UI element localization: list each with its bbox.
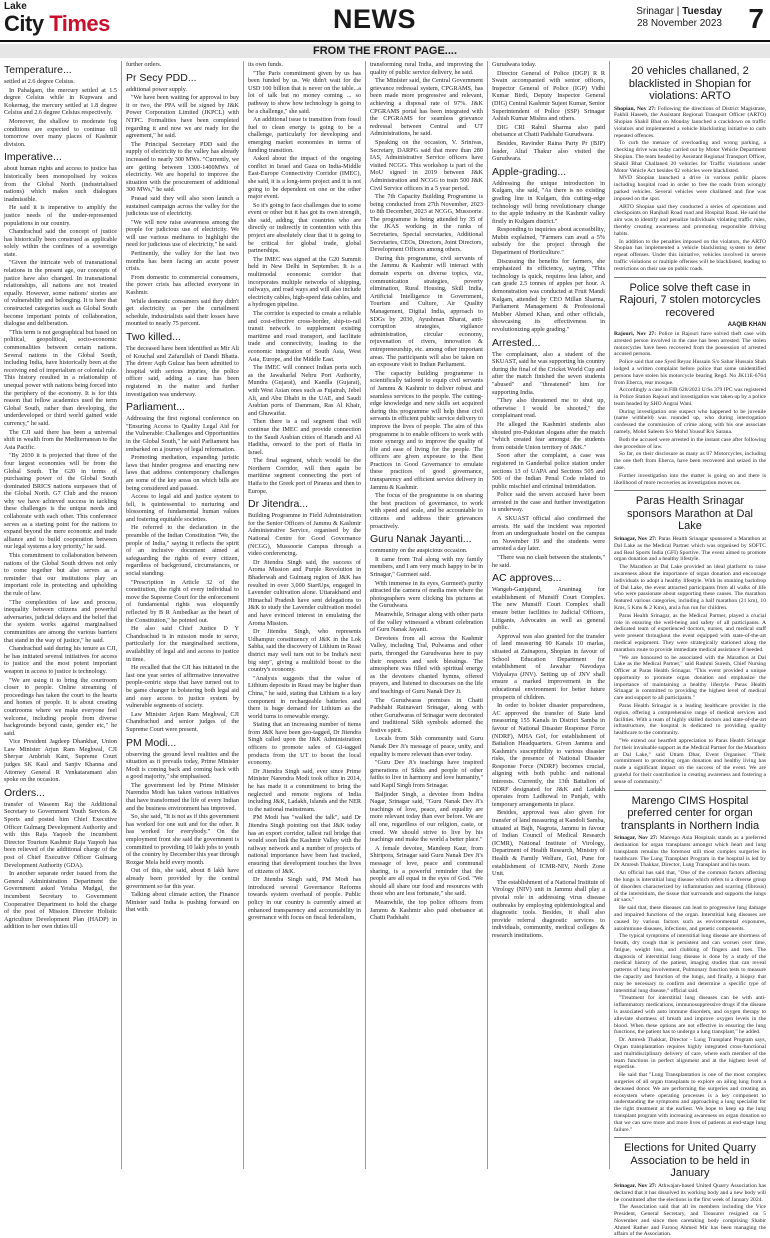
paragraph: Law Minister Arjun Ram Meghwal, CJI Chandrachud and senior judges of the Supreme Court were present. [126, 710, 239, 733]
paragraph: Asked about the impact of the ongoing conflict in Israel and Gaza on India-Middle East-Europe Connectivity Corridor (IMEC), she said, it is a long-term project and it is not going to be dependent on one or the other major event. [248, 155, 361, 201]
paragraph: He referred to the declaration in the preamble of the Indian Constitution "We, the people of India," saying it reflects the spirit of an inclusive document aimed at safeguarding the rights of every citizen, regardless of background, circumstances, or social standing. [126, 524, 239, 578]
paragraph: The IMEC was signed at the G20 Summit held in New Delhi in September. It is a multimodal economic corridor that incorporates multiple networks of shipping, railways, and road ways and will also include electricity cables, high-speed data cables, and a hydrogen pipeline. [248, 255, 361, 309]
dateline-date: 28 November 2023 [636, 18, 722, 29]
headline-apple-grading: Apple-grading... [492, 165, 567, 178]
paragraph: "We will now raise awareness among the people for judicious use of electricity. We will use various mediums to highlight the need for judicious use of electricity," he said. [126, 218, 239, 249]
section-title: NEWS [333, 4, 416, 34]
brand-city: City [4, 11, 44, 36]
paragraph: So, she said, "It is not as if this government has worked for one suit and for the other. It has worked for everybody." On the employment front she said the government is committed to providing 10 lakh jobs to youth of the country by December this year through Rozgar Mela held every month. [126, 813, 239, 866]
paragraph: transforming rural India, and improving the quality of public service delivery, he said. [370, 61, 483, 76]
paragraph: its own funds. [248, 61, 283, 68]
headline-marengo-cims: Marengo CIMS Hospital preferred center for organ transplants in Northern India [620, 794, 760, 832]
column-1 [4, 61, 117, 1169]
paragraph: An official has said that, "One of the common factors affecting the lungs is interstitial lung disease which refers to a diverse group of disorders characterized by inflammation and scarring (fibrosis) of the interstitium, the tissue that surrounds and supports the lungs air sacs." [614, 870, 766, 904]
paragraph: The Minister said, the Central Government grievance redressal system, CPGRAMS, has been made more progressive and relevant, achieving a disposal rate of 97%. J&K CPGRAMS portal has been integrated with the CPGRAMS for seamless grievance redressal between Central and UT Administrations, he said. [370, 77, 483, 138]
paragraph: Responding to inquiries about accessibility, Mubin explained, "Farmers can avail a 5% subsidy for the project through the Department of Horticulture." [492, 226, 605, 257]
paragraph: The Association said that all its members including the Vice President, General Secretary, and Treasurer resigned on 5 November and since then caretaking body comprising Shabir Ahmed Rather and Farooq Ahmed Mir has been managing the affairs of the Association. [614, 1204, 766, 1238]
paragraph: Dr Jitendra Singh said, ever since Prime Minister Narendra Modi took office in 2014, he has made it a commitment to bring the neglected and remote regions of India including J&K, Ladakh, Islands and the NER to the national mainstream. [248, 767, 361, 813]
paragraph: Dr Jitendra Singh, who represents Udhampur constituency of J&K in the Lok Sabha, said the discovery of Lithium in Reasi district may well turn out to be India's next big step", giving a multifold boost to the country's economy. [248, 628, 361, 674]
paragraph: about human rights and access to justice has historically been monopolised by voices from the Global North (industrialised nations) which makes such dialogues inadmissible. [4, 165, 117, 203]
paragraph: With immense in its eyes, Gurmeet's purity attracted the camera of media men where the photographers were clicking his pictures at the Gurudwara. [370, 579, 483, 610]
paragraph: Discussing the benefits for farmers, she emphasized its efficiency, saying, "This technology is quick, requires less labor, and can grade 2.5 tonnes of apples per hour. A demonstration was conducted at Fruit Mandi Kulgam, attended by CEO Millan Sharma, Parliament Management & Professional Mubber Ahmed Khan, and other officials, showcasing its effectiveness in revolutionizing apple grading." [492, 257, 605, 333]
paragraph: "We extend our heartfelt appreciation to Paras Health Srinagar for their invaluable support as the Medical Partner for the Marathon at Dal Lake," said Uttam Dhar, Event Organiser. "Their commitment to promoting organ donation and healthy living has made a significant impact on the success of the event. We are grateful for their contribution in creating awareness and fostering a sense of community." [614, 738, 766, 785]
paragraph: Paras Health Srinagar, as the Medical Partner, played a crucial role in ensuring the well-being and safety of all participants. A dedicated team of experienced doctors, nurses, and medical staff were present throughout the event equipped with state-of-the-art medical equipment. They were strategically stationed along the marathon route to provide immediate medical assistance if needed. [614, 612, 766, 653]
story-divider [614, 277, 766, 278]
paragraph: So far, on their disclosure as many as 07 Motorcycles, including the one theft from Eberca, have been recovered and seized in the case. [614, 451, 766, 472]
paragraph: Talking about climate action, the Finance Minister said India is pushing forward on that with [126, 891, 239, 914]
paragraph: "We are honoured to be associated with the Marathon at Dal Lake as the Medical Partner," said Rashmi Suresh, Chief Nursing Officer at Paras Health Srinagar. "This event provided a unique opportunity to promote organ donation and emphasize the importance of maintaining a healthy lifestyle. Paras Health Srinagar is committed to providing the highest level of medical care and support to all participants." [614, 654, 766, 702]
headline-quarry-elections: Elections for United Quarry Association to be held in January [623, 1142, 757, 1180]
paragraph: Further investigation into the matter is going on and there is likelihood of more recoveries as investigation moves on. [614, 472, 766, 486]
paragraph: Pertinently, the valley for the last two months has been facing an acute power crisis. [126, 250, 239, 273]
headline-paras-marathon: Paras Health Srinagar sponsors Marathon at Dal Lake [627, 495, 753, 533]
paragraph: Promoting mediation, expanding juristic laws that hinder progress and enacting new laws that address contemporary challenges are some of the key areas on which bills are being considered and passed. [126, 454, 239, 492]
paragraph: Meanwhile, Srinagar along with other parts of the valley witnessed a vibrant celebration of Guru Nanak Jayanti. [370, 610, 483, 634]
paragraph: Meanwhile, the top police officers from Jammu & Kashmir also paid obeisance at Chatti Padshahi [370, 898, 483, 922]
paragraph: He said that, these diseases can lead to progressive lung damage and impaired functions of the organ. Interstitial lung diseases are caused by various factors such as environmental exposures, autoimmune diseases, infections, and genetic components. [614, 905, 766, 932]
paragraph: "Analysis suggests that the value of Lithium deposits in Reasi may be higher than China," he said, stating that Lithium is a key component in rechargeable batteries and there is huge demand for Lithium as the world turns to renewable energy. [248, 674, 361, 720]
paragraph: settled at 2.6 degree Celsius. [4, 78, 75, 85]
paragraph: The Gurudwaras premises in Chatti Padshahi Rainawari Srinagar, along with other Gurudwaras of Srinagar were decorated and traditional Sikh symbols adorned the festive spirit. [370, 696, 483, 734]
paragraph: The Principal Secretary PDD said the supply of electricity to the valley has already increased to nearly 300 MWs. "Currently, we are getting between 1300-1400MWs of electricity. We are hopeful to improve the situation with the procurement of additional 300 MWs," he said. [126, 140, 239, 194]
paragraph: "Given the intricate web of transnational relations in the present age, our concepts of justice have also changed. In transnational relationships, all nations are not treated equally. However, some nations' stories are of vulnerability and belonging. It is here that constructed categories such as Global South become important points of collaboration, dialogue and deliberation. [4, 259, 117, 328]
paragraph-text: Paras Health Srinagar sponsored a Marathon at Dal Lake as the Medical Partner which was organised by SOFTC and Real Sports India (GFI) Sportive. The event aimed to promote organ donation and a healthy lifestyle. [614, 535, 766, 563]
headline-pm-modi: PM Modi... [126, 736, 177, 749]
paragraph: An additional issue is transition from fossil fuel to clean energy is going to be a challenge, particularly for developing and emerging market economies in terms of funding transition. [248, 116, 361, 154]
paragraph: He also said Chief Justice D Y Chandrachud is in mission mode to serve, particularly for the marginalised sections, availability of legal aid and access to justice in time. [126, 625, 239, 663]
story-divider [614, 790, 766, 791]
brand-logo [4, 2, 144, 36]
column-2 [126, 61, 239, 1169]
paragraph: The focus of the programme is on sharing the best practices of governance, to work with speed and scale, and be accountable to citizens and address their grievances proactively. [370, 492, 483, 530]
paragraph [614, 536, 766, 563]
paragraph: Chandrachud said the concept of justice has historically been construed as applicable solely within the confines of a sovereign state. [4, 228, 117, 258]
paragraph [614, 835, 766, 869]
paragraph: further orders. [126, 61, 162, 68]
paragraph-text: Marengo Asia Hospitals stands as a preferred destination for organ transplants amongst which heart and lung transplants remains the foremost still most complex surgeries in healthcare. The Lung Transplant Program in the hospital is led by Dr Amresh Thakkar, Director, Lung Transplant and his team. [614, 835, 767, 869]
page-number: 7 [748, 3, 764, 34]
paragraph: During investigation one suspect who happened to be juvenile (name withheld) was rounded up, who during interrogation confessed the commission of crime along with his one associate namely, Mohd Saleem S/o Mohd Yousuf R/o Sarana. [614, 408, 766, 436]
paragraph: In order to bolster disaster preparedness, AC approved the transfer of State land measuring 155 Kanals in District Samba in favour of National Disaster Response Force (NDRF), MHA GoI, for establishment of Battalion Headquarters. Given Jammu and Kashmir's susceptibility to various disaster risks, the presence of National Disaster Response Force (NDRF) becomes crucial, aligning with both public and national interests. Currently, the 13th Battalion of NDRF designated for J&K and Ladakh operates from Ladhowal in Punjab, with temporary arrangements in place. [492, 702, 605, 808]
headline-dr-jitendra: Dr Jitendra... [248, 498, 309, 511]
paragraph: Locals from Sikh community said Guru Nanak Dev Ji's message of peace, unity, and equality is more relevant than ever today. [370, 735, 483, 758]
brand-lake: Lake [4, 1, 27, 12]
paragraph: Soon after the complaint, a case was registered in Ganderbal police station under sections 13 of UAPA and Sections 505 and 506 of the Indian Penal Code related to public mischief and criminal intimidation. [492, 452, 605, 490]
paragraph: He said that "Lung Transplantation is one of the most complex surgeries of all organ transplants to explore on ailing lung from a deceased donor. We are performing the surgeries and creating an ecosystem where operating processes is a key component to understanding the symptoms and approaching a lung specialist for the right treatment at the earliest. We hope to keep up the lung transplant program with increasing awareness on organ donation so that we can save more and more lives of patients at end-stage lung failure." [614, 1072, 766, 1133]
paragraph: While domestic consumers said they didn't get electricity as per the curtailment schedule, industrialists said their losses have mounted to nearly 75 percent. [126, 297, 239, 328]
paragraph: Prasad said they will also soon launch a sustained campaign across the valley for the judicious use of electricity. [126, 194, 239, 218]
paragraph: In Pahalgam, the mercury settled at 1.5 degree Celsius while in Kupwara and Kokernag, the mercury settled at 1.8 degree Celsius and 2.6 degree Celsius respectively. [4, 86, 117, 117]
dateline-city: Srinagar | [636, 6, 683, 17]
masthead-rule [0, 40, 770, 42]
paragraph: Moreover, the shallow to moderate fog conditions are expected to continue till tomorrow over many places of Kashmir division. [4, 117, 117, 148]
dateline [636, 6, 722, 30]
paragraph: He said it is imperative to amplify the justice needs of the under-represented populations in our country. [4, 204, 117, 227]
paragraph: Besides, Ravinder Raina Party Pr (BJP) leader, Altaf Thakur also visited the Gurudwara. [492, 139, 605, 163]
column-divider [243, 61, 244, 1169]
headline-vehicles-challaned: 20 vehicles challaned, 2 blacklisted in Shopian for violations: ARTO [628, 65, 752, 102]
paragraph: The 7th Capacity Building Programme is being conducted from 27th November, 2023 to 8th December, 2023 at NCGG, Mussoorie. The programme is being attended by 35 of the JKAS working in the ranks of Secretaries, Special secretaries, Additional Secretaries, CEOs, Directors, Joint Directors, Development Officers among others. [370, 193, 483, 254]
column-divider [121, 61, 122, 1169]
paragraph: Dr. Amresh Thakkar, Director - Lung Transplant Program says, Organ transplantation requires highly integrated cross-functional and multidisciplinary delivery of care, where each member of the team functions in perfect alignment and at the highest level of expertise. [614, 1037, 766, 1071]
paragraph: "The Paris commitment given by us has been funded by us. We didn't wait for the USD 100 billion that is never on the table...a lot of talk but no money coming ... so pathway to show how technology is going to be a challenge," she said. [248, 69, 361, 115]
paragraph: DIG CRI Rahul Sharma also paid obeisance at Chatti Padshahi Gurudwara. [492, 123, 605, 139]
dateline: Srinagar, Nov 27: [614, 835, 658, 842]
paragraph: Dr Jitendra Singh said, PM Modi has introduced several Governance Reforms towards system overhaul of people. Public policy in our country is currently aimed at enhanced transparency and accountability in governance with focus on fiscal federalism, [248, 876, 361, 922]
paragraph: The final segment, which would be the Northern Corridor, will then again be maritime segment connecting the port of Haifa to the Greek port of Piraeus and then to Europe. [248, 457, 361, 495]
paragraph: Addressing the first regional conference on "Ensuring Access to Quality Legal Aid for the Vulnerable: Challenges and Opportunities in the Global South," he said Parliament has embarked on a journey of legal reformation. [126, 415, 239, 453]
paragraph: The deceased have been identified as Mir Ali of Kouchal and Zafarullah of Dandi Bhatta. The driver Aqib Gulzar has been admitted to hospital with serious injuries, the police officer said, adding a case has been registered in the matter and further investigation was underway. [126, 345, 239, 398]
paragraph: During this programme, civil servants of the Jammu & Kashmir will interact with domain experts on diverse topics, viz, communication strategies, poverty elimination, Rural Housing, Skill India, Artificial Intelligence in Government, Tourism and Culture, Air Quality Management, Digital India, approach to SDGs by 2030, Ayushman Bharat, anti-corruption strategies, vigilance administration, circular economy, rejuvenation of rivers, innovation & entrepreneurship, etc. among other important areas. The participants will also be taken on an exposure visit to Indian Parliament. [370, 254, 483, 369]
paragraph: Wangeh-Ganjajund, Anantnag for establishment of Munsiff Court Complex. The new Munsiff Court Complex shall ensure better facilities to Judicial Officers, Litigants, Advocates as well as general public. [492, 586, 605, 632]
paragraph: In addition to the penalties imposed on the violators, the ARTO Shopian has implemented a vehicle blacklisting system to deter repeat offenses. Under this initiative, vehicles involved in severe traffic violations or multiple offenses will be blacklisted, leading to restrictions on their use on public roads. [614, 238, 766, 272]
paragraph: So it's going to face challenges due to some event or other but it has got its own strength, she said, adding, that countries who are directly or indirectly in contention with this project are absolutely clear that it is going to be critical for global trade, global partnerships. [248, 201, 361, 255]
paragraph: Building Programme in Field Administration for the Senior Officers of Jammu & Kashmir Administrative Service, organised by the National Centre for Good Governance (NCGG), Mussoorie Campus through a video conferencing. [248, 512, 361, 558]
paragraph: Both the accused were arrested in the instant case after following due procedure of law. [614, 436, 766, 450]
paragraph: "They also threatened me to shut up, otherwise I would be shooted," the complainant read. [492, 397, 605, 420]
story-divider [614, 1137, 766, 1138]
column-6 [614, 61, 767, 1238]
dateline-weekday: Tuesday [682, 6, 722, 17]
headline-orders: Orders... [4, 786, 45, 799]
paragraph: community on the auspicious occasion. [370, 547, 468, 555]
paragraph: To curb the menace of overloading and wrong parking, a checking drive was today carried out by Motor Vehicle Department Shopian. The team headed by Assistant Regional Transport Officer, Shakil Bhat Challaned 20 vehicles for Traffic violations under Motor Vehicle Act besides 02 vehicles were blacklisted. [614, 140, 766, 174]
headline-parliament: Parliament... [126, 401, 185, 414]
paragraph: Baljinder Singh, a devotee from Indira Nagar, Srinagar said, "Guru Nanak Dev Ji's teachings of love, peace, and equality are more relevant today than ever before. We are all one, regardless of our religion, caste, or creed. We should strive to live by his teachings and make the world a better place." [370, 790, 483, 844]
paragraph: Director General of Police (DGP) R R Swain accompanied with senior officers, Inspector General of Police (IGP) Vidhi Kumar Birdi, Deputy Inspector General (DIG) Central Kashmir Sujeet Kumar, Senior Superintendent of Police (SSP) Srinagar Ashish Kumar Mishra and others. [492, 69, 605, 123]
paragraph: observing the ground level realities and the situation as it prevails today, Prime Minister Modi is coming back and coming back with a good majority," she emphasised. [126, 750, 239, 781]
paragraph: The corridor is expected to create a reliable and cost-effective cross-border, ship-to-rail transit network to supplement existing maritime and road transport, and facilitate trade and connectivity, leading to the economic integration of South Asia, West Asia, Europe, and the Middle East. [248, 310, 361, 363]
column-divider [487, 61, 488, 1169]
dateline: Rajouri, Nov 27: [614, 330, 657, 337]
headline-temperature: Temperature... [4, 64, 72, 76]
paragraph: ARTO Shopian said they conducted a series of operations and checkpoints on Hanjball Road road and Hospital Road. He said the aim was to identify and penalize individuals violating traffic rules, thereby creating awareness and promoting responsible driving habits. [614, 203, 766, 237]
paragraph: The Marathon at Dal Lake provided an ideal platform to raise awareness about the importance of organ donation and encourage individuals to adopt a healthy lifestyle. With its stunning backdrop of Dal Lake, the event attracted participants from all walks of life who were passionate about supporting these causes. The marathon featured various categories, including a half marathon (21 km), 10 Kms, 5 Kms & 2 Kms), and a fun run for children. [614, 564, 766, 611]
paragraph: Chandrachud said during his tenure as CJI, he has initiated several initiatives for access to justice and the most potent important weapon in access to justice is technology. [4, 645, 117, 675]
paragraph: "The complexities of law and process, inequality between citizens and powerful adversaries, judicial delays and the belief that the system works against marginalised communities are among the various barriers that stand in the way of justice," he said. [4, 598, 117, 644]
paragraph: Police said that one Syed Reyaz Hussain S/o Sabar Hussain Shah lodged a written complaint before police that some unidentified persons have stolen his motorcycle bearing Regd. No JK11E-6764 from Eberca, rear mosque. [614, 359, 766, 386]
headline-two-killed: Two killed... [126, 331, 181, 343]
paragraph: additional power supply. [126, 85, 187, 93]
paragraph: A SKUAST official also confirmed the arrests. He said the incident was reported from an undergraduate hostel on the campus on November 19 and the students were arrested a day later. [492, 515, 605, 553]
paragraph: The establishment of a National Institute of Virology (NIV) unit in Jammu shall play a pivotal role in addressing virus disease outbreaks by employing epidemiological and diagnostic tools. Besides, it shall also provide referral diagnostic services to individuals, community, medical colleges & research institutions. [492, 878, 605, 939]
paragraph: He recalled that the CJI has initiated in the last one year series of affirmative innovative people-centric steps that have turned out to be game changer in bolstering both legal aid and easy access to justice system by vulnerable segments of society. [126, 664, 239, 710]
headline-guru-nanak-jayanti: Guru Nanak Jayanti... [370, 533, 472, 546]
paragraph-text: Police in Rajouri have solved theft case with arrested person involved in the case has been arrested. The stolen motorcycles have been recovered from the possession of arrested accused persons. [614, 330, 766, 358]
byline: AAQIB KHAN [727, 322, 766, 329]
paragraph: It came from Tral along with my family members, and I am very much happy to be in Srinagar," Gurmeet said. [370, 555, 483, 578]
dateline: Srinagar, Nov 27: [614, 1182, 657, 1189]
column-3 [248, 61, 361, 1169]
paragraph: Speaking on the occasion, V. Srinivas, Secretary, DARPG said that more than 280 IAS, Administrative Service officers have visited NCGG. This workshop is part of the MoU signed in 2019 between J&K Administration and NCGG to train 500 J&K Civil Service officers in a 5 year period. [370, 138, 483, 192]
paragraph: transfer of Waseem Raj the Additional Secretary to Government Youth Services & Sports and posted him Chief Executive Officer Gulmarg Development Authority and with this Raja Yaqoob the incumbent Director Tourism Kashmir Raja Yaqoob has been relieved of the additional charge of the post of Chief Executive Officer Gulmarg Development Authority (GDA). [4, 800, 117, 869]
paragraph: "Treatment for interstitial lung diseases can be with anti-inflammatory medications, immunosuppressive drugs if the disease is associated with auto immune disorders, and oxygen therapy to alleviate shortness of breath and improve oxygen levels in the blood. When these options are not effective in ensuring the lung functions, the patient has to undergo a lung transplant," he added. [614, 995, 766, 1036]
paragraph: The complainant, also a student of the SKUAST, said he was supporting his country during the final of the Cricket World Cup and after the match finished the seven students "abused" and "threatened" him for supporting India. [492, 350, 605, 396]
paragraph-text: Athwajan-based United Quarry Association has declared that it has dissolved its working body and a new body will be constituted after the elections in the first week of January 2024. [614, 1182, 766, 1203]
paragraph: Paras Health Srinagar is a leading healthcare provider in the region, offering a comprehensive range of medical services and facilities. With a team of highly skilled doctors and state-of-the-art infrastructure, the hospital is dedicated to providing quality healthcare to the community. [614, 703, 766, 737]
paragraph: He alleged the Kashmiri students also shouted pro-Pakistan slogans after the match "which created fear amongst the students from outside Union territory of J&K." [492, 420, 605, 451]
paragraph: Besides, approval was also given for transfer of land measuring at Kandoli Samba, situated at Bajh, Nagrota, Jammu in favour of Indian Council of Medical Research (ICMR), National Institute of Virology, Department of Health Research, Ministry of Health & Family Welfare, GoI, Pune for establishment of ICMR-NIV, North Zone Unit. [492, 809, 605, 878]
section-bar: FROM THE FRONT PAGE.... [0, 44, 770, 58]
column-4 [370, 61, 483, 1169]
paragraph: Devotees from all across the Kashmir Valley, including Tral, Pulwama and other parts, thronged the Gurudwaras here to pay their respects and seek blessings. The atmosphere was filled with spiritual energy as the devotees chanted hymns, offered prayers, and listened to discourses on the life and teachings of Guru Nanak Dev Ji. [370, 634, 483, 695]
paragraph: Gurudwara today. [492, 61, 537, 68]
headline-police-theft: Police solve theft case in Rajouri, 7 stolen motorcycles recovered [619, 281, 761, 319]
paragraph: "There was no clash between the students," he said. [492, 554, 605, 569]
column-divider [365, 61, 366, 1169]
paragraph: "We are using it to bring the courtroom closer to people. Online streaming of proceedings has taken the court to the hearts and homes of people. It is about creating courtrooms where we make everyone feel welcome, including people from diverse backgrounds beyond caste, gender etc," he said. [4, 676, 117, 737]
paragraph: "This term is not geographical but based on political, geopolitical, socio-economic commonalities between certain nations. Several nations in the Global South, including India, have historically been at the receiving end of imperialism or colonial rule. This history resulted in a relationship of unequal power with nations being forced into the periphery of the economy. It is for this reason that fellow academics used the term Global South, rather than developing, the underdeveloped or third world gained wide currency," he said. [4, 328, 117, 427]
paragraph: Access to legal aid and justice system to fell, is quintessential to nurturing and blossoming of fundamental human values and fostering equitable societies. [126, 493, 239, 523]
paragraph: Out of this, she said, about 8 lakh have already been provided by the central government so far this year. [126, 867, 239, 890]
paragraph [614, 1183, 766, 1203]
paragraph: The government led by Prime Minister Narendra Modi has taken various initiatives that have transformed the life of every Indian and the business environment has improved. [126, 781, 239, 812]
headline-ac-approves: AC approves... [492, 572, 562, 585]
paragraph: This commitment to collaboration between nations of the Global South drives not only to come together but also serves as a reminder that our institutions play an important role in protecting and upholding the rule of law. [4, 552, 117, 597]
paragraph: MVD Shopian launched a drive in various public places including hospital road in order to free the roads from wrongly parked vehicles. Several vehicles were challaned and fine was imposed on the spot. [614, 175, 766, 202]
paragraph: Approval was also granted for the transfer of land measuring 90 Kanals 10 marlas, situated at Zainapora, Shopian in favour of School Education Department for establishment of Jawahar Navodaya Vidyalaya (JNV). Setting up of JNV shall ensure a marked improvement in the educational environment for better future prospects of children. [492, 632, 605, 701]
paragraph: Vice President Jagdeep Dhankhar, Union Law Minister Arjun Ram Meghwal, CJI Sheryar Ambrish Kant, Supreme Court judges SK Kaul and Sanjiv Khanna and Attorney General R Venkataramani also spoke on the occasion. [4, 738, 117, 784]
paragraph: A female devotee, Mandeep Kaur, from Shiripora, Srinagar said Guru Nanak Dev Ji's message of love, peace and communal sharing, is a powerful reminder that the people are all equal in the eyes of God. "We should all share our food and resources with those who are less fortunate," she said. [370, 844, 483, 898]
column-5 [492, 61, 605, 1169]
paragraph: "We have been waiting for approval to buy it or two, the PPA will be signed by J&K Power Corporation Limited (JKPCL) with NTPC. Formalities have been completed regarding it and now we are ready for the agreement," he said. [126, 94, 239, 140]
story-divider [614, 490, 766, 491]
paragraph-text: Following the directions of District Magistrate, Fakhil Haseeb, the Assistant Regional Transport Officer (ARTO) Shopian Shakil Bhat on Monday launched a crackdown on traffic violators and implemented a vehicle blacklisting initiative to curb repeated offences. [614, 105, 766, 139]
dateline: Srinagar, Nov 27: [614, 535, 657, 542]
paragraph: In another separate order issued from the General Administration Department the Government asked Yeisha Mudgal, the incumbent Secretary to Government Cooperative Department to hold the charge of the post of Mission Director Holistic Agriculture Development Plan (HADP) in addition to her own duties till [4, 870, 117, 931]
headline-imperative: Imperative... [4, 151, 62, 164]
paragraph: Addressing the unique introduction in Kulgam, she said, "As there is no existing grading line in Kulgam, this cutting-edge technology will bring revolutionary change to the apple industry in the Kashmir valley firstly in Kulgam district." [492, 179, 605, 225]
paragraph: "Prescription in Article 32 of the constitution, the right of every individual to move the Supreme Court for the enforcement of fundamental rights was eloquently reflected by B R Ambedkar as the heart of the Constitution," he pointed out. [126, 578, 239, 624]
paragraph: The capacity building programme is scientifically tailored to equip civil servants of Jammu & Kashmir to deliver robust and seamless services to the people. The cutting-edge knowledge and new skills set acquired during this programme will help these civil servants in efficient public service delivery to improve the lives of people. The aim of this programme is to enable officers to work with more synergy and to improve the quality of life and ease of living for the people. The officers are given exposure to the Best Practices in Good Governance to emulate these practices of good governance, transparency and efficient service delivery in Jammu & Kashmir. [370, 369, 483, 491]
paragraph: The typical symptoms of interstitial lung disease are shortness of breath, dry cough that is persistent and can worsen over time, fatigue, weight loss, and clubbing of fingers and toes. The diagnosis of interstitial lung disease is done by a study of the medical history of the patient, imaging studies that can reveal patterns of lung involvement, Pulmonary function tests to measure the capacity and function of the lungs, and finally, a biopsy that may be necessary to confirm and determine a specific type of interstitial lung disease," official said. [614, 933, 766, 994]
paragraph: Accordingly a case in FIR 628/2023 U/Ss 379 IPC was registered in Police Station Rajouri and investigation was taken up by a police team headed by SHO Angrai Wani. [614, 387, 766, 407]
paragraph: Dr Jitendra Singh said, the success of Aroma Mission and Purple Revolution in Bhaderwah and Gulmarg region of J&K has resulted in over 3,000 StartUps, engaged in Lavender cultivation alone. Uttarakhand and Himachal Pradesh have sent delegations to J&K to study the Lavender cultivation model and have evinced interest in emulating the Aroma Mission. [248, 558, 361, 627]
paragraph: The IMEC will connect Indian ports such as the Jawaharlal Nehru Port Authority, Mundra (Gujarat), and Kandla (Gujarat), with West Asian ones such as Fujairah, Jebel Ali, and Abu Dhabi in the UAE, and Saudi Arabian ports of Dammam, Ras Al Khair, and Ghuwaifat. [248, 364, 361, 417]
headline-pr-secy-pdd: Pr Secy PDD... [126, 71, 197, 84]
headline-arrested: Arrested... [492, 336, 541, 349]
dateline: Shopian, Nov 27: [614, 105, 656, 112]
paragraph: Stating that an increasing number of items from J&K have been geo-tagged, Dr Jitendra Singh called upon the J&K Administration officers to promote sales of GI-tagged products from the UT to boost the local economy. [248, 721, 361, 767]
masthead [0, 0, 770, 42]
paragraph: The CJI said there has been a universal shift in wealth from the Mediterranean to the Asia Pacific. [4, 428, 117, 451]
column-divider [609, 61, 610, 1169]
paragraph: Police said the seven accused have been arrested in the case and further investigation is underway. [492, 491, 605, 514]
paragraph: PM Modi has "walked the talk", said Dr Jitendra Singh pointing out that J&K today has an export corridor, tallest rail bridge that would soon link the Kashmir Valley with the railway network and a number of projects of national importance have been fast tracked, ensuring that development touches the lives of citizens of J&K. [248, 814, 361, 875]
paragraph: From domestic to commercial consumers, the power crisis has affected everyone in Kashmir. [126, 273, 239, 297]
paragraph: "By 2030 it is projected that three of the four largest economies will be from the Global South. The G20 in terms of purchasing power of the Global South dominated BRICS nations surpasses that of the Global North. G7 Club and the reason why we have achieved success in tackling these challenges is the unique needs and collaborate with each other. This conference serves as a starting point for the nations to expand beyond the mere economic and trade alliance and to build cooperation between our legal systems a key priority," he said. [4, 452, 117, 551]
paragraph: Then there is a rail segment that will continue the IMEC and provide connection to the Saudi Arabian cities of Haradh and Al Haditha, onward to the port of Haifa in Israel. [248, 418, 361, 456]
paragraph [614, 331, 766, 358]
brand-times: Times [49, 11, 110, 36]
paragraph [614, 106, 766, 140]
paragraph: "Guru Dev Ji's teachings have inspired generations of Sikhs and people of other faiths to live in harmony and love humanity," said Kapil Singh from Srinagar. [370, 759, 483, 790]
